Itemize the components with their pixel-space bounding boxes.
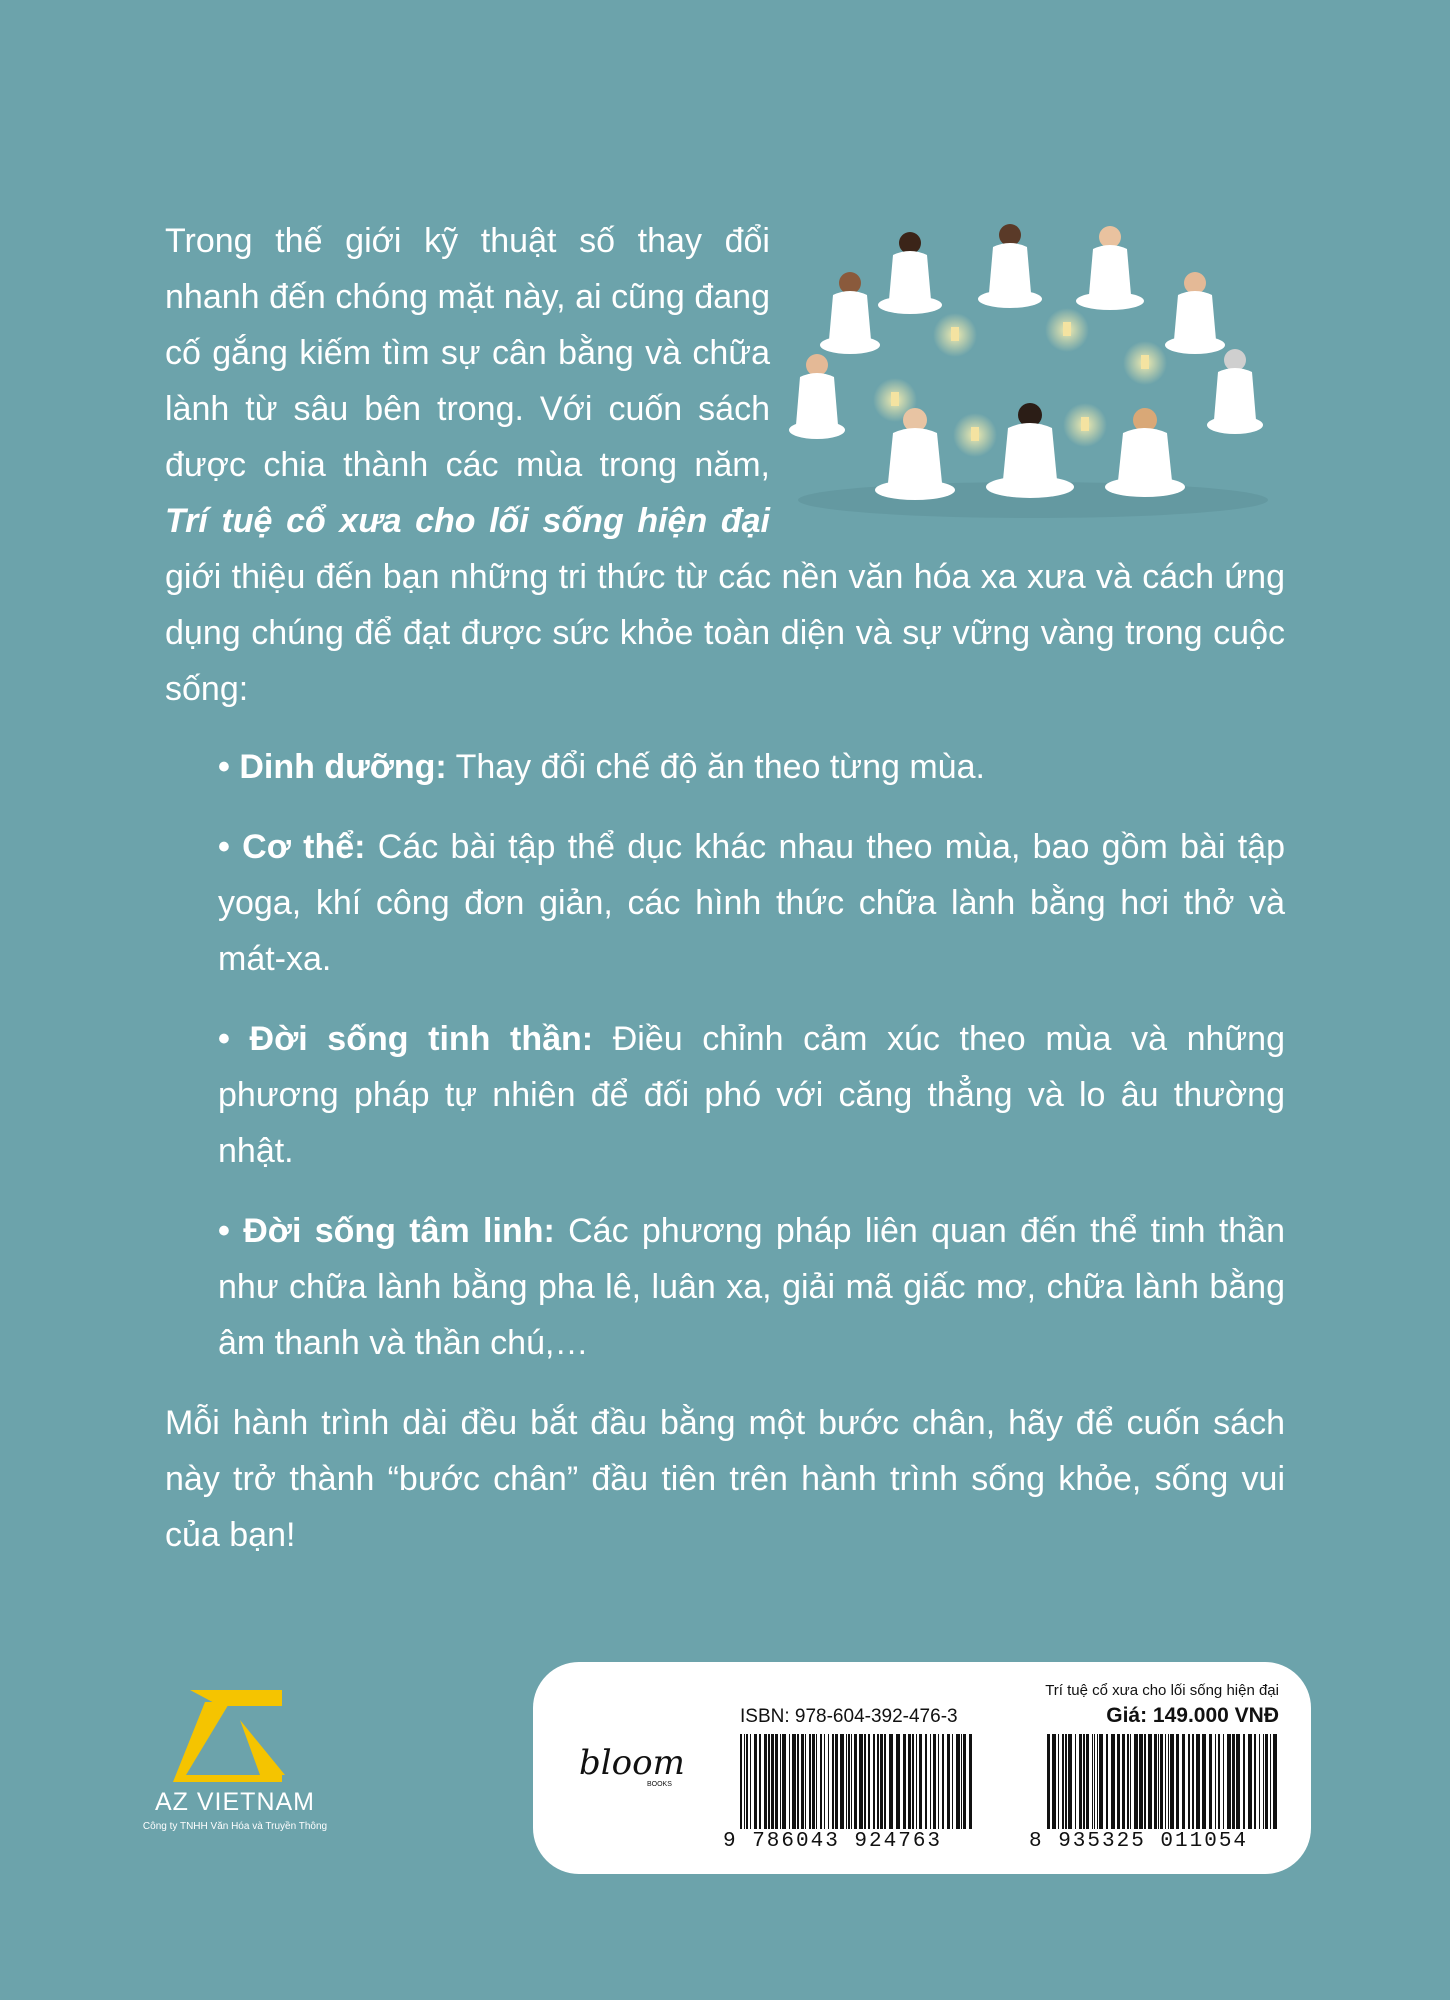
bullet-mental: • Đời sống tinh thần: Điều chỉnh cảm xúc theo mùa và những phương pháp tự nhiên để đối phó với căng thẳng và lo âu thường nhật. bbox=[218, 1020, 1285, 1170]
isbn-label: ISBN: 978-604-392-476-3 bbox=[740, 1706, 958, 1727]
ean-digits: 8 935325 011054 bbox=[1029, 1830, 1249, 1853]
isbn-barcode bbox=[740, 1734, 972, 1829]
publisher-name: AZ VIETNAM bbox=[154, 1788, 315, 1816]
bullet-nutrition: • Dinh dưỡng: Thay đổi chế độ ăn theo từng mùa. bbox=[218, 748, 985, 786]
bloom-books-logo bbox=[577, 1734, 697, 1794]
publisher-logo bbox=[130, 1690, 340, 1840]
isbn-digits: 9 786043 924763 bbox=[723, 1830, 943, 1853]
barcode-panel bbox=[533, 1662, 1311, 1874]
book-title-inline: Trí tuệ cổ xưa cho lối sống hiện đại bbox=[165, 502, 770, 540]
intro-text-1: Trong thế giới kỹ thuật số thay đổi nhanh đến chóng mặt này, ai cũng đang cố gắng kiếm tìm sự cân bằng và chữa lành từ sâu bên trong. Với cuốn sách được chia thành các mùa trong năm, bbox=[165, 222, 770, 484]
svg-text:BOOKS: BOOKS bbox=[647, 1781, 672, 1788]
meditation-circle-illustration bbox=[775, 215, 1290, 535]
svg-text:bloom: bloom bbox=[579, 1743, 685, 1783]
bullet-list bbox=[165, 739, 1285, 1371]
price-label: Giá: 149.000 VNĐ bbox=[1106, 1704, 1279, 1727]
publisher-subtitle: Công ty TNHH Văn Hóa và Truyền Thông bbox=[142, 1821, 328, 1832]
closing-paragraph: Mỗi hành trình dài đều bắt đầu bằng một bước chân, hãy để cuốn sách này trở thành “bước chân” đầu tiên trên hành trình sống khỏe, sống vui của bạn! bbox=[165, 1404, 1285, 1554]
bullet-spiritual: • Đời sống tâm linh: Các phương pháp liên quan đến thể tinh thần như chữa lành bằng pha lê, luân xa, giải mã giấc mơ, chữa lành bằng âm thanh và thần chú,… bbox=[218, 1212, 1285, 1362]
intro-text-2: giới thiệu đến bạn những tri thức từ các nền văn hóa xa xưa và cách ứng dụng chúng để đạt được sức khỏe toàn diện và sự vững vàng trong cuộc sống: bbox=[165, 558, 1285, 708]
bullet-body: • Cơ thể: Các bài tập thể dục khác nhau theo mùa, bao gồm bài tập yoga, khí công đơn giản, các hình thức chữa lành bằng hơi thở và mát-xa. bbox=[218, 828, 1285, 978]
az-logo-mark bbox=[130, 1690, 340, 1785]
book-title-small: Trí tuệ cổ xưa cho lối sống hiện đại bbox=[1045, 1682, 1279, 1699]
meditating-figures bbox=[789, 224, 1263, 500]
ean-barcode bbox=[1047, 1734, 1279, 1829]
